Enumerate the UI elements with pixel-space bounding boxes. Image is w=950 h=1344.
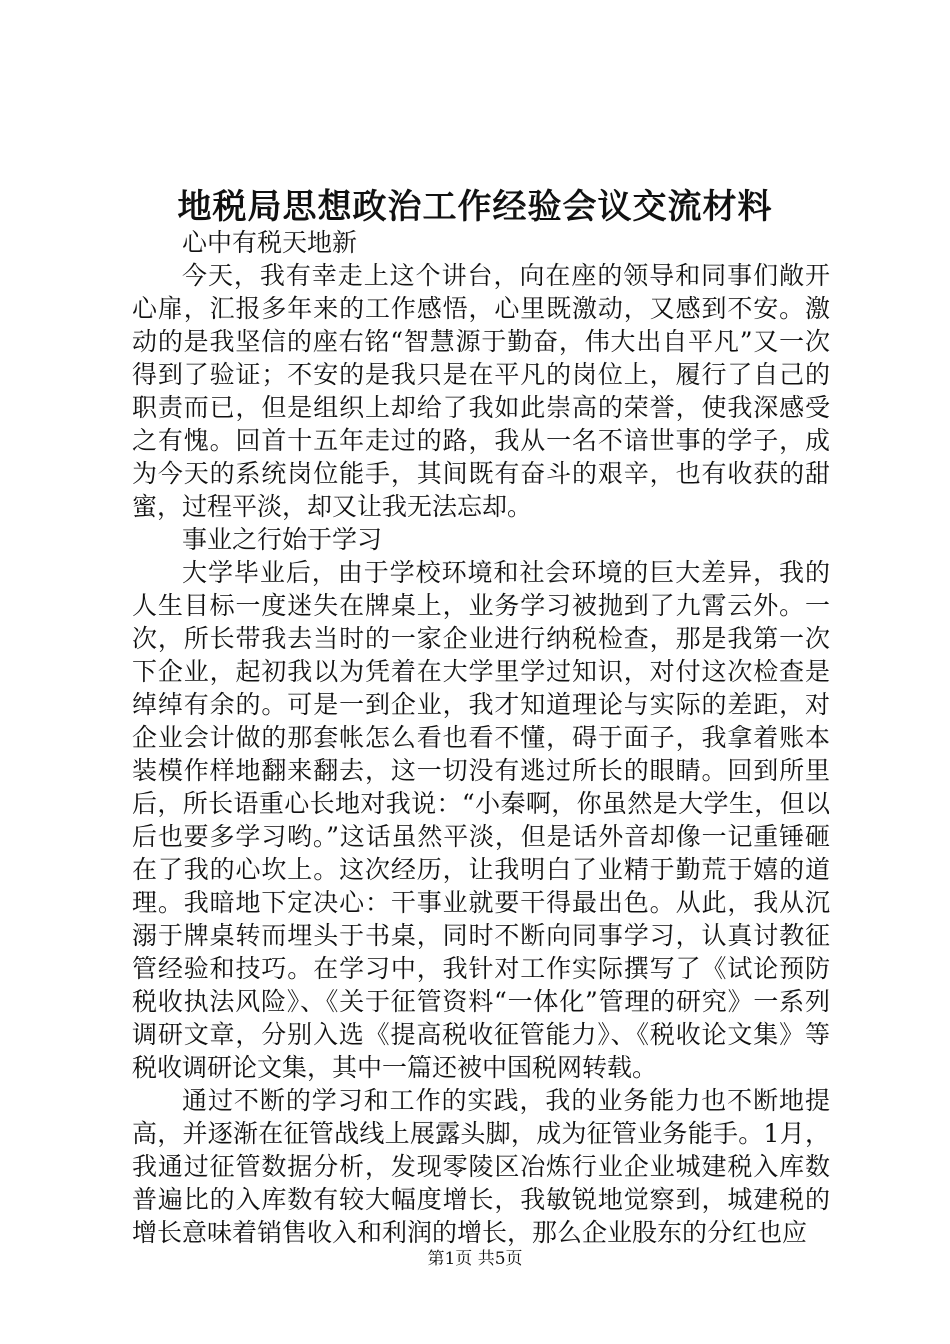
section-heading: 事业之行始于学习 xyxy=(182,525,383,554)
page-number-footer: 第1页 共5页 xyxy=(427,1249,523,1269)
document-title: 地税局思想政治工作经验会议交流材料 xyxy=(177,187,773,227)
document-body xyxy=(132,226,830,1249)
body-paragraph: 通过不断的学习和工作的实践，我的业务能力也不断地提高，并逐渐在征管战线上展露头脚，成为征管业务能手。1月，我通过征管数据分析，发现零陵区冶炼行业企业城建税入库数普遍比的入库数有较大幅度增长，我敏锐地觉察到，城建税的增长意味着销售收入和利润的增长，那么企业股东的分红也应 xyxy=(132,1086,830,1247)
section-heading: 心中有税天地新 xyxy=(182,228,358,257)
body-paragraph: 今天，我有幸走上这个讲台，向在座的领导和同事们敞开心扉，汇报多年来的工作感悟，心里既激动，又感到不安。激动的是我坚信的座右铭“智慧源于勤奋，伟大出自平凡”又一次得到了验证；不安的是我只是在平凡的岗位上，履行了自己的职责而已，但是组织上却给了我如此崇高的荣誉，使我深感受之有愧。回首十五年走过的路，我从一名不谙世事的学子，成为今天的系统岗位能手，其间既有奋斗的艰辛，也有收获的甜蜜，过程平淡，却又让我无法忘却。 xyxy=(132,261,830,521)
body-paragraph: 大学毕业后，由于学校环境和社会环境的巨大差异，我的人生目标一度迷失在牌桌上，业务学习被抛到了九霄云外。一次，所长带我去当时的一家企业进行纳税检查，那是我第一次下企业，起初我以为凭着在大学里学过知识，对付这次检查是绰绰有余的。可是一到企业，我才知道理论与实际的差距，对企业会计做的那套帐怎么看也看不懂，碍于面子，我拿着账本装模作样地翻来翻去，这一切没有逃过所长的眼睛。回到所里后，所长语重心长地对我说：“小秦啊，你虽然是大学生，但以后也要多学习哟。”这话虽然平淡，但是话外音却像一记重锤砸在了我的心坎上。这次经历，让我明白了业精于勤荒于嬉的道理。我暗地下定决心：干事业就要干得最出色。从此，我从沉溺于牌桌转而埋头于书桌，同时不断向同事学习，认真讨教征管经验和技巧。在学习中，我针对工作实际撰写了《试论预防税收执法风险》、《关于征管资料“一体化”管理的研究》一系列调研文章，分别入选《提高税收征管能力》、《税收论文集》等税收调研论文集，其中一篇还被中国税网转载。 xyxy=(132,558,830,1082)
